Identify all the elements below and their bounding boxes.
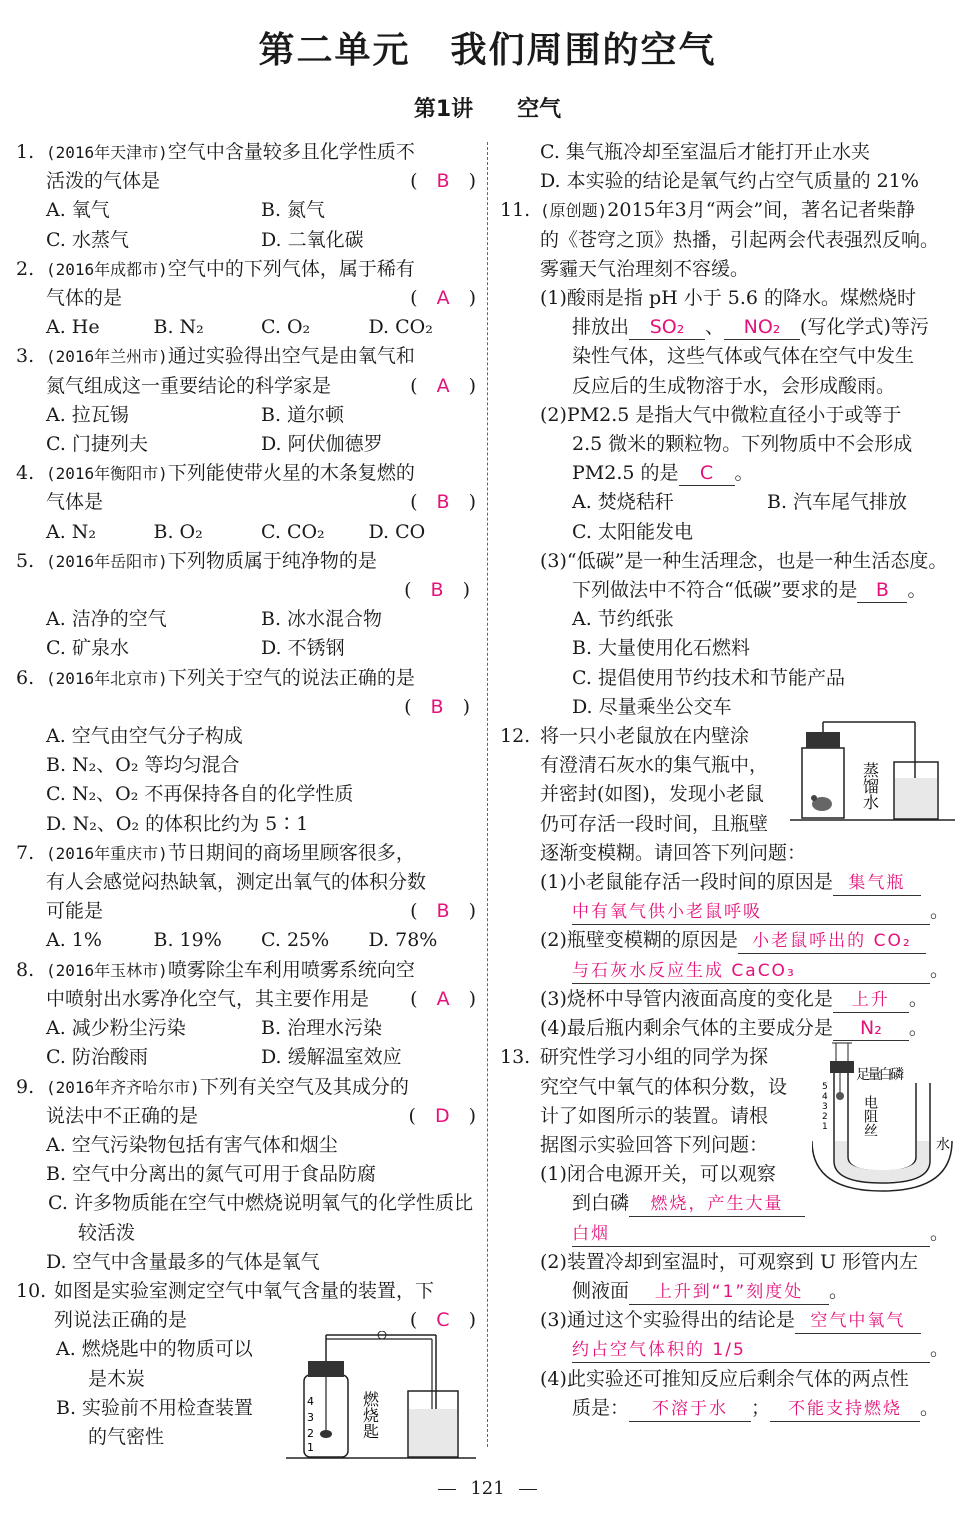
right-column: [500, 138, 960, 1423]
diagram-label-spoon: 燃烧匙: [360, 1391, 380, 1440]
answer-13-1b: 白烟: [572, 1222, 930, 1247]
answer-11-1b: NO₂: [724, 315, 800, 340]
options-3b: C. 门捷列夫 D. 阿伏伽德罗: [46, 433, 383, 456]
answer-12-1a: 集气瓶: [833, 871, 921, 896]
answer-3: A: [436, 374, 450, 397]
diagram-label-phosphorus: 足量白磷: [856, 1067, 904, 1084]
answer-6: B: [430, 695, 444, 718]
option-6b: B. N₂、O₂ 等均匀混合: [46, 754, 240, 777]
diagram-scale-1: 1: [822, 1122, 828, 1133]
options-1a: A. 氧气 B. 氮气: [46, 199, 326, 222]
diagram-scale-1: 1: [307, 1441, 314, 1455]
options-5a: A. 洁净的空气 B. 冰水混合物: [46, 608, 383, 631]
options-8a: A. 减少粉尘污染 B. 治理水污染: [46, 1017, 383, 1040]
left-column: [16, 138, 476, 1455]
question-11-part-2: (2)PM2.5 是指大气中微粒直径小于或等于 2.5 微米的颗粒物。下列物质中不会形成 PM2.5 的是 C 。 A. 焚烧秸秆 B. 汽车尾气排放 C. 太阳能发电: [540, 403, 913, 543]
answer-13-3b: 约占空气体积的 1/5: [572, 1338, 930, 1363]
answer-7: B: [436, 900, 450, 923]
diagram-scale-2: 2: [307, 1427, 314, 1441]
answer-5: B: [430, 579, 444, 602]
mouse-apparatus-diagram: [790, 718, 960, 828]
option-9a: A. 空气污染物包括有害气体和烟尘: [46, 1133, 338, 1156]
question-8: 8. (2016年玉林市)喷雾除尘车利用喷雾系统向空 中喷射出水雾净化空气，其主要作用是 ( A ): [16, 958, 476, 1010]
option-9d: D. 空气中含量最多的气体是氧气: [46, 1250, 320, 1273]
answer-13-3a: 空气中氧气: [795, 1309, 921, 1334]
question-5: 5. (2016年岳阳市)下列物质属于纯净物的是 ( B ): [16, 549, 470, 602]
question-11-part-1: (1)酸雨是指 pH 小于 5.6 的降水。煤燃烧时 排放出 SO₂ 、 NO₂ (写化学式)等污 染性气体，这些气体或气体在空气中发生 反应后的生成物溶于水，会形成酸雨。: [540, 287, 929, 397]
answer-8: A: [436, 987, 450, 1010]
answer-13-4a: 不溶于水: [629, 1397, 751, 1422]
question-6: 6. (2016年北京市)下列关于空气的说法正确的是 ( B ): [16, 666, 470, 718]
lecture-title: 第1讲 空气: [413, 97, 562, 122]
diagram-scale-3: 3: [822, 1102, 828, 1113]
option-10a: A. 燃烧匙中的物质可以 是木炭: [56, 1338, 253, 1390]
answer-13-2: 上升到“1”刻度处: [629, 1280, 829, 1305]
question-4: 4. (2016年衡阳市)下列能使带火星的木条复燃的 气体是 ( B ): [16, 462, 476, 514]
question-12: 12. 将一只小老鼠放在内壁涂 有澄清石灰水的集气瓶中， 并密封(如图)，发现小老鼠 仍可存活一段时间，且瓶壁 逐渐变模糊。请回答下列问题： 蒸馏水: [500, 722, 960, 868]
question-3: 3. (2016年兰州市)通过实验得出空气是由氧气和 氮气组成这一重要结论的科学家是 ( A ): [16, 345, 476, 397]
options-7: A. 1% B. 19% C. 25% D. 78%: [46, 929, 438, 952]
answer-12-1b: 中有氧气供小老鼠呼吸: [572, 900, 930, 925]
question-11: 11. (原创题)2015年3月“两会”间，著名记者柴静 的《苍穹之顶》热播，引起两会代表强烈反响。 雾霾天气治理刻不容缓。: [500, 199, 940, 280]
answer-9: D: [434, 1104, 450, 1127]
answer-13-1a: 燃烧，产生大量: [629, 1192, 805, 1217]
answer-12-2a: 小老鼠呼出的 CO₂: [738, 929, 926, 954]
answer-4: B: [436, 491, 450, 514]
question-13: 13. 研究性学习小组的同学为探 究空气中氧气的体积分数，设 计了如图所示的装置。请根 据图示实验回答下列问题： 5 4 3 2 1 足量白磷 电阻丝 水: [500, 1043, 960, 1160]
options-3a: A. 拉瓦锡 B. 道尔顿: [46, 403, 345, 426]
diagram-label-water: 蒸馏水: [860, 762, 880, 811]
question-7: 7. (2016年重庆市)节日期间的商场里顾客很多， 有人会感觉闷热缺氧，测定出氧气的体积分数 可能是 ( B ): [16, 841, 476, 923]
answer-12-4: N₂: [833, 1016, 909, 1041]
answer-10: C: [436, 1309, 450, 1332]
question-10: 10. 如图是实验室测定空气中氧气含量的装置，下 列说法正确的是 ( C ): [16, 1279, 476, 1332]
question-1: 1. (2016年天津市)空气中含量较多且化学性质不 活泼的气体是 ( B ): [16, 141, 476, 193]
question-12-part-1: (1)小老鼠能存活一段时间的原因是 集气瓶 中有氧气供小老鼠呼吸 。: [500, 868, 960, 926]
answer-11-1a: SO₂: [629, 315, 705, 340]
option-6d: D. N₂、O₂ 的体积比约为 5∶1: [46, 812, 309, 835]
option-6a: A. 空气由空气分子构成: [46, 725, 243, 748]
diagram-scale-3: 3: [307, 1411, 314, 1425]
answer-12-3: 上升: [833, 988, 909, 1013]
answer-13-4b: 不能支持燃烧: [770, 1397, 920, 1422]
option-6c: C. N₂、O₂ 不再保持各自的化学性质: [46, 783, 354, 806]
question-12-part-2: (2)瓶壁变模糊的原因是 小老鼠呼出的 CO₂ 与石灰水反应生成 CaCO₃ 。: [500, 926, 960, 984]
question-11-part-3: (3)“低碳”是一种生活理念，也是一种生活态度。 下列做法中不符合“低碳”要求的是 B 。 A. 节约纸张 B. 大量使用化石燃料 C. 提倡使用节约技术和节能产品 D. 尽量乘坐公交车: [540, 549, 948, 718]
option-10c: C. 集气瓶冷却至室温后才能打开止水夹: [540, 141, 870, 163]
page-number: 121: [0, 1478, 975, 1499]
option-9b: B. 空气中分离出的氮气可用于食品防腐: [46, 1163, 377, 1186]
options-5b: C. 矿泉水 D. 不锈钢: [46, 637, 345, 660]
phosphorus-apparatus-diagram: [812, 1033, 962, 1193]
diagram-scale-4: 4: [822, 1092, 828, 1103]
unit-title: 第二单元 我们周围的空气: [258, 30, 717, 71]
answer-1: B: [436, 170, 450, 193]
option-9c: C. 许多物质能在空气中燃烧说明氧气的化学性质比较活泼: [48, 1192, 473, 1244]
option-10b: B. 实验前不用检查装置 的气密性: [56, 1396, 254, 1448]
options-8b: C. 防治酸雨 D. 缓解温室效应: [46, 1046, 402, 1069]
question-12-part-3: (3)烧杯中导管内液面高度的变化是 上升 。: [500, 985, 960, 1014]
question-10-options-block: [16, 1335, 476, 1455]
diagram-scale-4: 4: [307, 1395, 314, 1409]
question-13-part-1: (1)闭合电源开关，可以观察 到白磷 燃烧，产生大量 白烟 。: [500, 1160, 960, 1248]
answer-2: A: [436, 287, 450, 310]
column-divider: [487, 142, 488, 1447]
diagram-label-water: 水: [936, 1137, 950, 1154]
answer-11-3: B: [857, 578, 907, 603]
diagram-scale-2: 2: [822, 1112, 828, 1123]
option-10d: D. 本实验的结论是氧气约占空气质量的 21%: [540, 170, 919, 193]
answer-12-2b: 与石灰水反应生成 CaCO₃: [572, 959, 930, 984]
answer-11-2: C: [679, 461, 735, 486]
options-1b: C. 水蒸气 D. 二氧化碳: [46, 228, 364, 251]
question-12-part-4: (4)最后瓶内剩余气体的主要成分是 N₂ 。: [540, 1017, 928, 1040]
options-4: A. N₂ B. O₂ C. CO₂ D. CO: [46, 520, 426, 543]
diagram-label-wire: 电阻丝: [862, 1095, 878, 1138]
options-2: A. He B. N₂ C. O₂ D. CO₂: [46, 316, 433, 339]
question-13-part-3: (3)通过这个实验得出的结论是 空气中氧气 约占空气体积的 1/5 。: [500, 1306, 960, 1364]
question-13-part-2: (2)装置冷却到室温时，可观察到 U 形管内左 侧液面 上升到“1”刻度处 。: [500, 1248, 960, 1306]
oxygen-apparatus-diagram: [286, 1331, 476, 1461]
diagram-scale-5: 5: [822, 1082, 828, 1093]
question-2: 2. (2016年成都市)空气中的下列气体，属于稀有 气体的是 ( A ): [16, 257, 476, 310]
question-13-part-4: (4)此实验还可推知反应后剩余气体的两点性 质是： 不溶于水 ； 不能支持燃烧 。: [500, 1365, 960, 1423]
question-9: 9. (2016年齐齐哈尔市)下列有关空气及其成分的 说法中不正确的是 ( D ): [16, 1075, 476, 1127]
